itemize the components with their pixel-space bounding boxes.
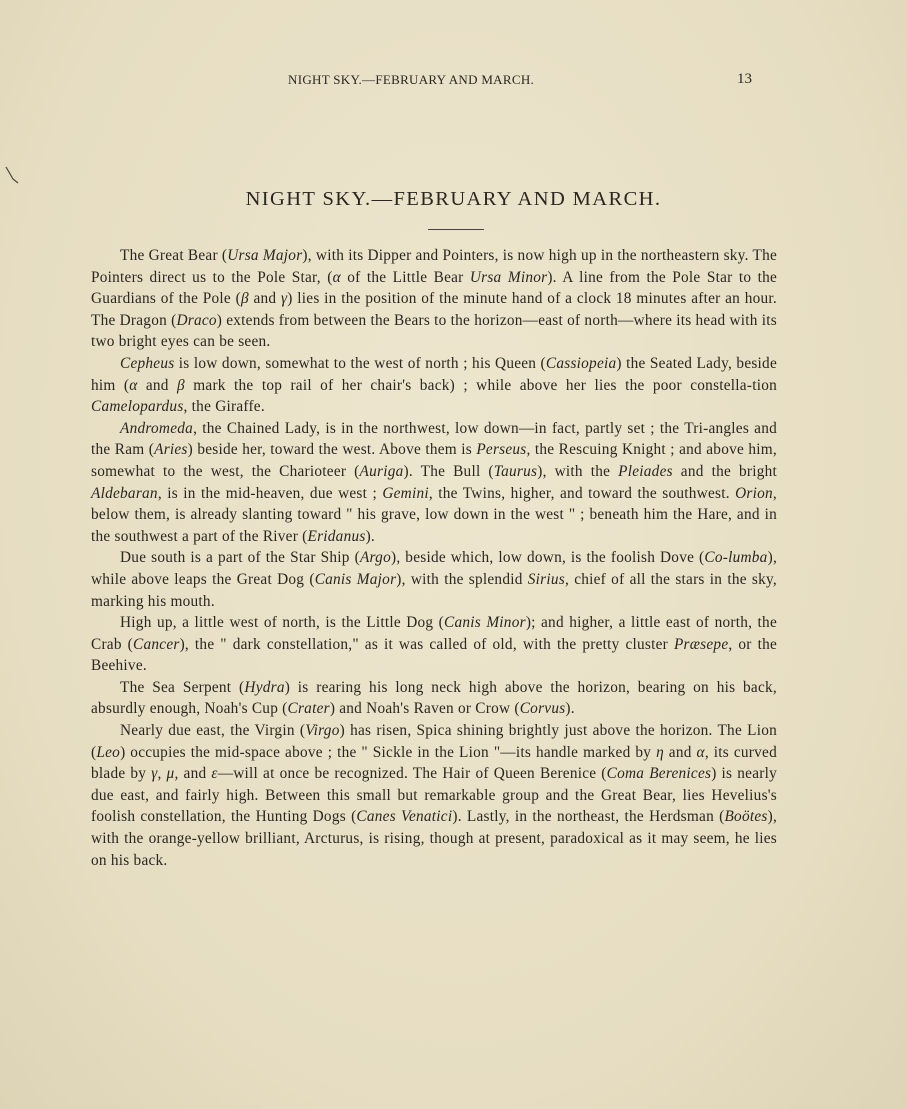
italic-run: Orion [735, 484, 773, 502]
text-run: High up, a little west of north, is the Little Dog ( [120, 614, 445, 632]
italic-run: β [240, 290, 249, 308]
text-run: ). The Bull ( [403, 462, 494, 480]
italic-run: Ursa Minor [469, 268, 548, 286]
paragraph-sea-serpent [91, 677, 777, 720]
text-run: , the Giraffe. [183, 398, 265, 416]
italic-run: Auriga [359, 462, 404, 480]
paragraph-great-bear [91, 245, 777, 353]
text-run: , chief of all the stars in the sky, marking his mouth. [91, 570, 777, 610]
text-run: ). [365, 527, 375, 545]
text-run: ) the Seated Lady, beside him ( [91, 354, 777, 394]
italic-run: Canis Minor [444, 614, 526, 632]
text-run: ) lies in the position of the minute hand of a clock 18 minutes after an hour. The Dragon ( [91, 290, 777, 329]
italic-run: Præsepe [673, 635, 729, 653]
text-run: ) is nearly due east, and fairly high. Between this small but remarkable group and the Great Bear, lies Hevelius's foolish constellation, the Hunting Dogs ( [91, 765, 777, 826]
text-run: ) is rearing his long neck high above the horizon, bearing on his back, absurdly enough, Noah's Cup ( [91, 678, 777, 718]
italic-run: Corvus [519, 700, 566, 718]
text-run: and [137, 376, 178, 394]
text-run: ) beside her, toward the west. Above them is [187, 441, 477, 459]
text-run: ), with the orange-yellow brilliant, Arcturus, is rising, though at present, paradoxical as it may seem, he lies on his back. [91, 808, 778, 869]
text-run: of the Little Bear [340, 268, 470, 286]
text-run: ). Lastly, in the northeast, the Herdsman ( [452, 808, 725, 826]
italic-run: Taurus [493, 462, 538, 480]
text-run: ). [565, 700, 575, 718]
italic-run: Hydra [244, 678, 285, 696]
italic-run: Cassiopeia [545, 354, 617, 372]
italic-run: Camelopardus [91, 398, 184, 416]
italic-run: Gemini [382, 484, 429, 502]
italic-run: Leo [96, 743, 121, 761]
text-run: and [178, 765, 212, 783]
italic-run: Draco [176, 311, 217, 329]
text-run: ) occupies the mid-space above ; the " Sickle in the Lion "—its handle marked by [120, 743, 657, 761]
text-run: —will at once be recognized. The Hair of Queen Berenice ( [217, 765, 607, 783]
text-run: ), while above leaps the Great Dog ( [91, 549, 778, 588]
italic-run: Coma Berenices [606, 765, 712, 783]
page-number: 13 [737, 71, 752, 87]
italic-run: Cepheus [120, 354, 175, 372]
paragraph-cepheus [91, 353, 777, 418]
text-run: is low down, somewhat to the west of north ; his Queen ( [174, 354, 546, 372]
text-run: ) and Noah's Raven or Crow ( [329, 700, 520, 718]
text-run: ) extends from between the Bears to the horizon—east of north—where its head with its two bright eyes can be seen. [91, 311, 778, 351]
text-run: and the bright [672, 462, 777, 480]
italic-run: Andromeda [120, 419, 194, 437]
text-run: , or the Beehive. [91, 635, 778, 675]
italic-run: Aldebaran [91, 484, 158, 502]
italic-run: Eridanus [307, 527, 366, 545]
italic-run: Aries [154, 441, 188, 459]
text-run: Nearly due east, the Virgin ( [120, 722, 306, 740]
text-run: ), with the splendid [396, 570, 528, 588]
paragraph-virgin [91, 720, 777, 871]
italic-run: Co-lumba [704, 549, 768, 567]
italic-run: α [332, 268, 341, 286]
running-head [0, 72, 907, 92]
text-run: , the Chained Lady, is in the northwest, low down—in fact, partly set ; the Tri-angles and the Ram ( [91, 419, 777, 459]
italic-run: α [696, 743, 705, 761]
paragraph-due-south [91, 547, 777, 612]
text-run: The Sea Serpent ( [120, 678, 245, 696]
text-run: ), with its Dipper and Pointers, is now high up in the northeastern sky. The Pointers direct us to the Pole Star, ( [91, 247, 778, 286]
text-run: , its curved blade by [91, 743, 777, 783]
text-run: ), the " dark constellation," as it was called of old, with the pretty cluster [179, 635, 674, 653]
title-rule [428, 229, 484, 230]
italic-run: γ [281, 290, 288, 308]
paragraph-andromeda [91, 418, 777, 548]
text-run: ). A line from the Pole Star to the Guardians of the Pole ( [91, 268, 778, 308]
text-run: and [663, 743, 697, 761]
text-run: ), beside which, low down, is the foolish Dove ( [390, 549, 705, 567]
running-title: NIGHT SKY.—FEBRUARY AND MARCH. [288, 72, 535, 87]
pencil-mark-icon [4, 165, 20, 185]
text-run: ) has risen, Spica shining brightly just above the horizon. The Lion ( [91, 722, 778, 761]
chapter-title: NIGHT SKY.—FEBRUARY AND MARCH. [245, 188, 662, 210]
text-run: ); and higher, a little east of north, the Crab ( [91, 614, 777, 653]
italic-run: γ, μ, [151, 765, 179, 783]
paragraph-little-dog [91, 612, 777, 677]
text-run: , the Twins, higher, and toward the southwest. [428, 484, 736, 502]
italic-run: Canes Venatici [356, 808, 453, 826]
text-run: and [248, 290, 281, 308]
italic-run: Virgo [305, 722, 340, 740]
italic-run: Cancer [133, 635, 180, 653]
text-run: , below them, is already slanting toward " his grave, low down in the west " ; beneath him the Hare, and in the southwest a part of the River ( [91, 484, 777, 545]
italic-run: Crater [287, 700, 330, 718]
body-text [91, 245, 777, 871]
italic-run: Argo [359, 549, 391, 567]
italic-run: Boötes [724, 808, 768, 826]
italic-run: Ursa Major [227, 247, 303, 264]
italic-run: η [656, 743, 664, 761]
italic-run: ε [211, 765, 218, 783]
text-run: mark the top rail of her chair's back) ; while above her lies the poor constella-tion [184, 376, 777, 394]
text-run: , is in the mid-heaven, due west ; [157, 484, 383, 502]
italic-run: α [129, 376, 138, 394]
text-run: The Great Bear ( [120, 247, 228, 264]
text-run: , the Rescuing Knight ; and above him, somewhat to the west, the Charioteer ( [91, 441, 777, 480]
italic-run: Sirius [527, 570, 565, 588]
text-run: ), with the [537, 462, 619, 480]
italic-run: Canis Major [314, 570, 397, 588]
text-run: Due south is a part of the Star Ship ( [120, 549, 360, 567]
italic-run: Pleiades [618, 462, 673, 480]
italic-run: β [177, 376, 185, 394]
italic-run: Perseus [476, 441, 527, 459]
